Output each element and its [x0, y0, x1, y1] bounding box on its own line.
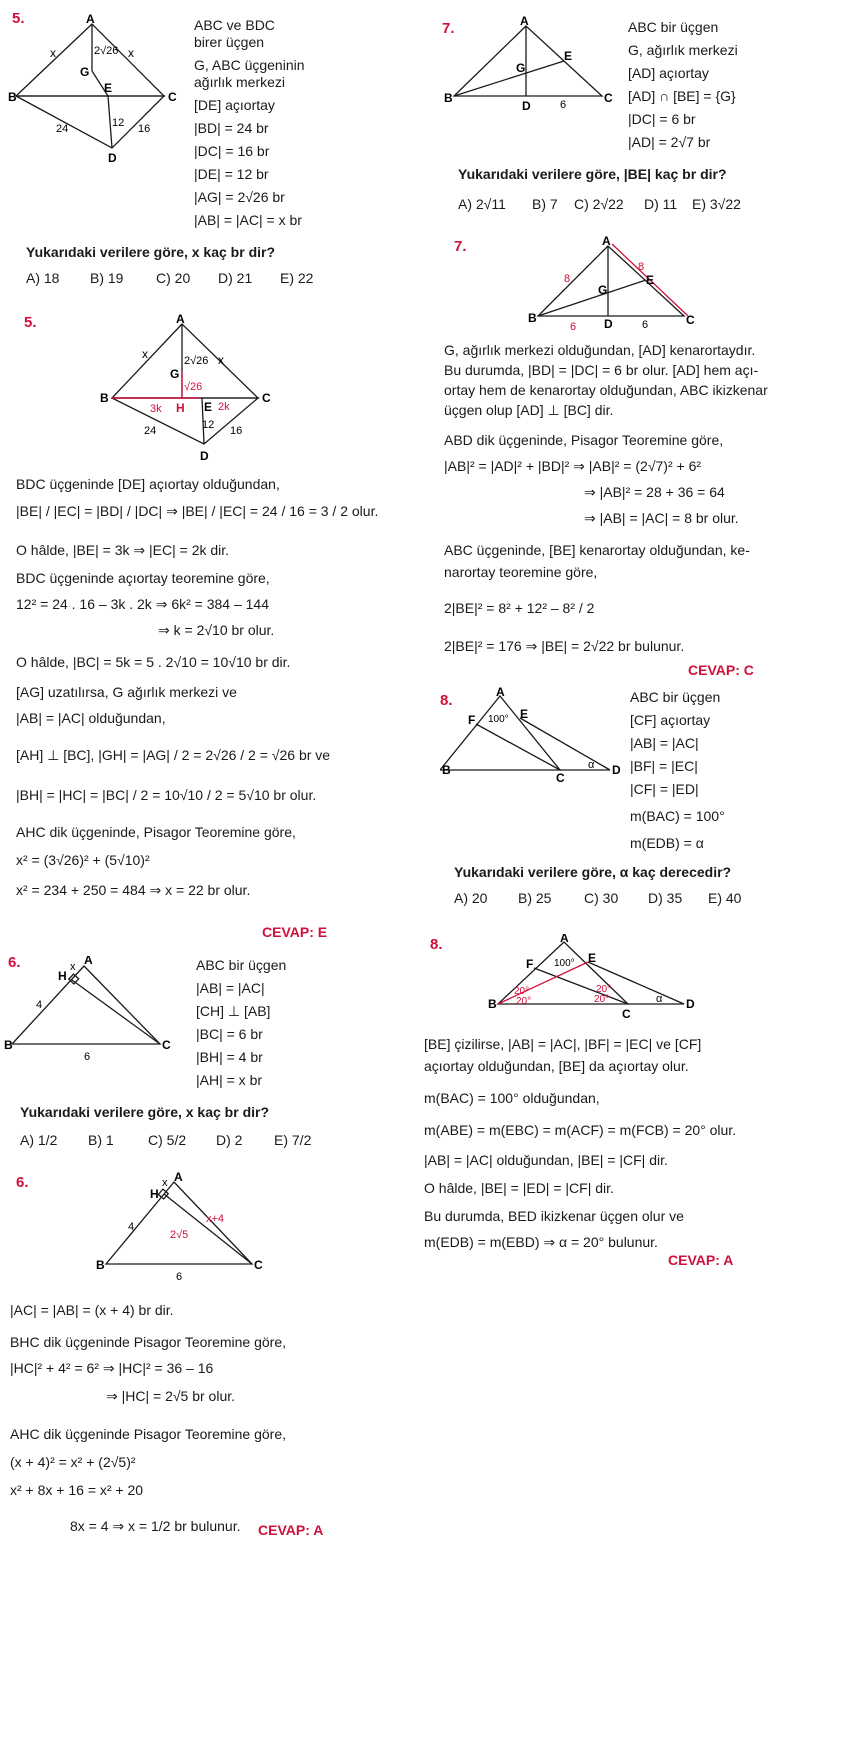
fig-label-c: C	[262, 391, 271, 405]
solution-line: |BE| / |EC| = |BD| / |DC| ⇒ |BE| / |EC| = 24 / 16 = 3 / 2 olur.	[16, 503, 379, 519]
given-item: m(EDB) = α	[630, 835, 704, 851]
fig-label-bd: 24	[56, 123, 69, 135]
problem-number: 8.	[430, 936, 443, 953]
choice-d[interactable]: D) 11	[644, 196, 678, 212]
given-item: G, ağırlık merkezi	[628, 42, 738, 58]
fig-label-h: H	[58, 969, 67, 983]
figure-6-solution	[96, 1172, 276, 1284]
given-list-5	[194, 14, 305, 232]
fig-label-bd: 6	[570, 321, 577, 332]
fig-label-f: F	[468, 713, 476, 727]
solution-line: |AC| = |AB| = (x + 4) br dir.	[10, 1302, 174, 1318]
fig-label-alpha: α	[656, 993, 663, 1005]
fig-label-ab: 8	[564, 273, 571, 285]
fig-label-c: C	[168, 90, 177, 104]
solution-line: O hâlde, |BE| = |ED| = |CF| dir.	[424, 1180, 614, 1196]
figure-8-question	[440, 686, 630, 786]
choice-b[interactable]: B) 19	[90, 270, 124, 286]
fig-label-a: A	[176, 314, 185, 326]
figure-5-solution	[100, 314, 280, 464]
solution-line: ABC üçgeninde, [BE] kenarortay olduğundan, ke-	[444, 542, 750, 558]
given-item: |AD| = 2√7 br	[628, 134, 711, 150]
solution-line: m(ABE) = m(EBC) = m(ACF) = m(FCB) = 20° olur.	[424, 1122, 737, 1138]
problem-number: 7.	[442, 20, 455, 37]
answer-7: CEVAP: C	[688, 662, 754, 678]
given-item: |AG| = 2√26 br	[194, 189, 285, 205]
fig-label-d: D	[200, 449, 209, 463]
figure-6-question	[4, 956, 184, 1066]
fig-label-c: C	[162, 1038, 171, 1052]
fig-label-c: C	[622, 1007, 631, 1021]
solution-line: m(EDB) = m(EBD) ⇒ α = 20° bulunur.	[424, 1234, 658, 1250]
fig-label-x2: x	[218, 353, 224, 367]
given-item: |BD| = 24 br	[194, 120, 269, 136]
given-item: ağırlık merkezi	[194, 74, 286, 90]
fig-label-a: A	[84, 956, 93, 967]
fig-label-e: E	[646, 273, 655, 287]
solution-7	[444, 338, 768, 658]
choice-c[interactable]: C) 2√22	[574, 196, 624, 212]
given-item: |BH| = 4 br	[196, 1049, 263, 1065]
fig-label-b: B	[8, 90, 17, 104]
choice-a[interactable]: A) 18	[26, 270, 60, 286]
fig-label-dc: 16	[230, 425, 243, 437]
fig-label-bd: 24	[144, 425, 157, 437]
fig-label-20d: 20°	[596, 984, 612, 995]
fig-label-ag: 2√26	[184, 355, 209, 367]
given-item: |DE| = 12 br	[194, 166, 269, 182]
fig-label-g: G	[516, 61, 526, 75]
solution-line: ⇒ |AB| = |AC| = 8 br olur.	[584, 510, 739, 526]
fig-label-g: G	[80, 65, 90, 79]
fig-label-x2: x	[128, 46, 134, 60]
fig-label-angle-a: 100°	[488, 714, 509, 725]
choice-d[interactable]: D) 2	[216, 1132, 243, 1148]
given-item: |DC| = 6 br	[628, 111, 696, 127]
solution-line: x² + 8x + 16 = x² + 20	[10, 1482, 144, 1498]
fig-label-e: E	[588, 951, 597, 965]
right-column	[424, 0, 861, 1759]
fig-label-b: B	[96, 1258, 105, 1272]
solution-5	[16, 472, 378, 902]
fig-label-d: D	[612, 763, 621, 777]
fig-label-bh: 3k	[150, 403, 162, 415]
given-item: |AB| = |AC| = x br	[194, 212, 302, 228]
fig-label-h: H	[150, 1187, 159, 1201]
fig-label-f: F	[526, 957, 534, 971]
problem-number: 5.	[24, 314, 37, 331]
given-item: |AB| = |AC|	[196, 980, 265, 996]
solution-line: BHC dik üçgeninde Pisagor Teoremine göre,	[10, 1334, 287, 1350]
given-item: [AD] açıortay	[628, 65, 709, 81]
question-7: Yukarıdaki verilere göre, |BE| kaç br dir?	[458, 166, 727, 182]
given-list-7	[628, 16, 738, 154]
choice-c[interactable]: C) 30	[584, 890, 619, 906]
given-item: ABC ve BDC	[194, 17, 275, 33]
given-item: |BF| = |EC|	[630, 758, 698, 774]
given-item: [AD] ∩ [BE] = {G}	[628, 88, 736, 104]
solution-8	[424, 1032, 736, 1254]
fig-label-d: D	[604, 317, 613, 331]
solution-line: Bu durumda, BED ikizkenar üçgen olur ve	[424, 1208, 684, 1224]
fig-label-de: 12	[202, 419, 215, 431]
fig-label-e: E	[564, 49, 573, 63]
given-item: [DE] açıortay	[194, 97, 275, 113]
solution-line: |HC|² + 4² = 6² ⇒ |HC|² = 36 – 16	[10, 1360, 214, 1376]
choices-8	[454, 890, 741, 906]
fig-label-20b: 20°	[516, 996, 532, 1007]
fig-label-a: A	[496, 686, 505, 699]
given-item: G, ABC üçgeninin	[194, 57, 305, 73]
solution-line: x² = 234 + 250 = 484 ⇒ x = 22 br olur.	[16, 882, 251, 898]
choice-e[interactable]: E) 7/2	[274, 1132, 312, 1148]
fig-label-hc: 2k	[218, 401, 230, 413]
fig-label-a: A	[602, 236, 611, 248]
fig-label-bh: 4	[128, 1221, 135, 1233]
solution-line: |AB| = |AC| olduğundan, |BE| = |CF| dir.	[424, 1152, 668, 1168]
choice-b[interactable]: B) 25	[518, 890, 552, 906]
solution-line: [AH] ⊥ [BC], |GH| = |AG| / 2 = 2√26 / 2 = √26 br ve	[16, 747, 331, 763]
fig-label-c: C	[254, 1258, 263, 1272]
fig-label-b: B	[442, 763, 451, 777]
fig-label-b: B	[100, 391, 109, 405]
given-item: [CH] ⊥ [AB]	[196, 1003, 271, 1019]
choice-e[interactable]: E) 40	[708, 890, 742, 906]
fig-label-a: A	[520, 16, 529, 28]
given-item: [CF] açıortay	[630, 712, 711, 728]
solution-line: üçgen olup [AD] ⊥ [BC] dir.	[444, 402, 614, 418]
given-item: |BC| = 6 br	[196, 1026, 263, 1042]
choice-a[interactable]: A) 20	[454, 890, 488, 906]
choice-a[interactable]: A) 1/2	[20, 1132, 58, 1148]
problem-number: 7.	[454, 238, 467, 255]
solution-line: ⇒ |AB|² = 28 + 36 = 64	[584, 484, 725, 500]
fig-label-bc: 6	[84, 1051, 91, 1063]
fig-label-c: C	[556, 771, 565, 785]
choice-c[interactable]: C) 5/2	[148, 1132, 187, 1148]
solution-line: (x + 4)² = x² + (2√5)²	[10, 1454, 136, 1470]
fig-label-g: G	[170, 367, 180, 381]
fig-label-d: D	[108, 151, 117, 164]
choice-b[interactable]: B) 1	[88, 1132, 114, 1148]
fig-label-gh: √26	[184, 381, 203, 393]
solution-line: |BH| = |HC| = |BC| / 2 = 10√10 / 2 = 5√10 br olur.	[16, 787, 317, 803]
question-6: Yukarıdaki verilere göre, x kaç br dir?	[20, 1104, 270, 1120]
fig-label-dc: 6	[642, 319, 649, 331]
problem-number: 6.	[16, 1174, 29, 1191]
given-item: birer üçgen	[194, 34, 265, 50]
fig-label-b: B	[444, 91, 453, 105]
solution-line: ⇒ k = 2√10 br olur.	[158, 622, 275, 638]
choice-a[interactable]: A) 2√11	[458, 196, 506, 212]
figure-5-question	[8, 14, 198, 164]
question-5: Yukarıdaki verilere göre, x kaç br dir?	[26, 244, 276, 260]
solution-6	[10, 1298, 286, 1538]
solution-line: O hâlde, |BC| = 5k = 5 . 2√10 = 10√10 br dir.	[16, 654, 291, 670]
given-list-6	[196, 954, 286, 1092]
solution-line: |AB| = |AC| olduğundan,	[16, 710, 166, 726]
fig-label-a: A	[560, 934, 569, 945]
solution-line: 8x = 4 ⇒ x = 1/2 br bulunur.	[70, 1518, 241, 1534]
given-item: |CF| = |ED|	[630, 781, 699, 797]
fig-label-hc: 2√5	[170, 1229, 189, 1241]
choices-7	[458, 196, 741, 212]
solution-line: 12² = 24 . 16 – 3k . 2k ⇒ 6k² = 384 – 144	[16, 596, 270, 612]
choice-e[interactable]: E) 22	[280, 270, 314, 286]
figure-7-question	[444, 16, 624, 112]
fig-label-c: C	[604, 91, 613, 105]
fig-label-a: A	[86, 14, 95, 26]
fig-label-bh: 4	[36, 999, 43, 1011]
solution-line: O hâlde, |BE| = 3k ⇒ |EC| = 2k dir.	[16, 542, 230, 558]
solution-line: BDC üçgeninde [DE] açıortay olduğundan,	[16, 476, 280, 492]
fig-label-alpha: α	[588, 759, 595, 771]
fig-label-x1: x	[142, 347, 148, 361]
question-8: Yukarıdaki verilere göre, α kaç derecedir?	[454, 864, 732, 880]
fig-label-ac: x+4	[206, 1213, 225, 1225]
fig-label-e: E	[104, 81, 113, 95]
solution-line: ⇒ |HC| = 2√5 br olur.	[106, 1388, 236, 1404]
solution-line: ABD dik üçgeninde, Pisagor Teoremine göre,	[444, 432, 724, 448]
given-item: |DC| = 16 br	[194, 143, 270, 159]
solution-line: [AG] uzatılırsa, G ağırlık merkezi ve	[16, 684, 237, 700]
solution-line: ortay hem de kenarortay olduğundan, ABC ikizkenar	[444, 382, 768, 398]
figure-8-solution	[488, 934, 708, 1024]
problem-number: 5.	[12, 10, 25, 27]
problem-number: 6.	[8, 954, 21, 971]
fig-label-h: H	[176, 401, 185, 415]
given-item: |AH| = x br	[196, 1072, 263, 1088]
fig-label-c: C	[686, 313, 695, 327]
solution-line: 2|BE|² = 8² + 12² – 8² / 2	[444, 600, 595, 616]
choices-5	[26, 270, 313, 286]
solution-line: narortay teoremine göre,	[444, 564, 598, 580]
solution-line: Bu durumda, |BD| = |DC| = 6 br olur. [AD] hem açı-	[444, 362, 759, 378]
answer-5: CEVAP: E	[262, 924, 328, 940]
solution-line: 2|BE|² = 176 ⇒ |BE| = 2√22 br bulunur.	[444, 638, 685, 654]
solution-line: m(BAC) = 100° olduğundan,	[424, 1090, 600, 1106]
solution-line: BDC üçgeninde açıortay teoremine göre,	[16, 570, 270, 586]
fig-label-angle-a: 100°	[554, 958, 575, 969]
solution-line: x² = (3√26)² + (5√10)²	[16, 852, 150, 868]
fig-label-x: x	[162, 1177, 168, 1189]
choice-d[interactable]: D) 21	[218, 270, 253, 286]
choice-e[interactable]: E) 3√22	[692, 196, 741, 212]
fig-label-20c: 20°	[594, 994, 610, 1005]
solution-line: açıortay olduğundan, [BE] da açıortay olur.	[424, 1058, 689, 1074]
given-item: ABC bir üçgen	[630, 689, 721, 705]
figure-7-solution	[528, 236, 698, 332]
solution-line: G, ağırlık merkezi olduğundan, [AD] kenarortaydır.	[444, 342, 756, 358]
solution-line: AHC dik üçgeninde, Pisagor Teoremine göre,	[16, 824, 296, 840]
answer-8: CEVAP: A	[668, 1252, 734, 1268]
given-item: |AB| = |AC|	[630, 735, 699, 751]
fig-label-20a: 20°	[514, 986, 530, 997]
solution-line: AHC dik üçgeninde Pisagor Teoremine göre,	[10, 1426, 287, 1442]
fig-label-ae: 8	[638, 261, 645, 273]
fig-label-b: B	[4, 1038, 13, 1052]
answer-6: CEVAP: A	[258, 1522, 324, 1538]
fig-label-de: 12	[112, 117, 125, 129]
fig-label-d: D	[686, 997, 695, 1011]
given-item: ABC bir üçgen	[628, 19, 719, 35]
choice-c[interactable]: C) 20	[156, 270, 191, 286]
fig-label-dc: 16	[138, 123, 151, 135]
choice-b[interactable]: B) 7	[532, 196, 558, 212]
fig-label-dc: 6	[560, 99, 567, 111]
choice-d[interactable]: D) 35	[648, 890, 683, 906]
problem-number: 8.	[440, 692, 453, 709]
choices-6	[20, 1132, 311, 1148]
fig-label-bc: 6	[176, 1271, 183, 1283]
fig-label-ag: 2√26	[94, 45, 119, 57]
fig-label-x: x	[70, 961, 76, 973]
solution-line: |AB|² = |AD|² + |BD|² ⇒ |AB|² = (2√7)² + 6²	[444, 458, 702, 474]
fig-label-g: G	[598, 283, 608, 297]
given-item: ABC bir üçgen	[196, 957, 287, 973]
fig-label-x1: x	[50, 46, 56, 60]
fig-label-d: D	[522, 99, 531, 112]
fig-label-b: B	[488, 997, 497, 1011]
solution-line: [BE] çizilirse, |AB| = |AC|, |BF| = |EC| ve [CF]	[424, 1036, 702, 1052]
fig-label-b: B	[528, 311, 537, 325]
fig-label-e: E	[520, 707, 529, 721]
fig-label-e: E	[204, 400, 213, 414]
given-list-8	[630, 686, 725, 855]
fig-label-a: A	[174, 1172, 183, 1184]
given-item: m(BAC) = 100°	[630, 808, 725, 824]
